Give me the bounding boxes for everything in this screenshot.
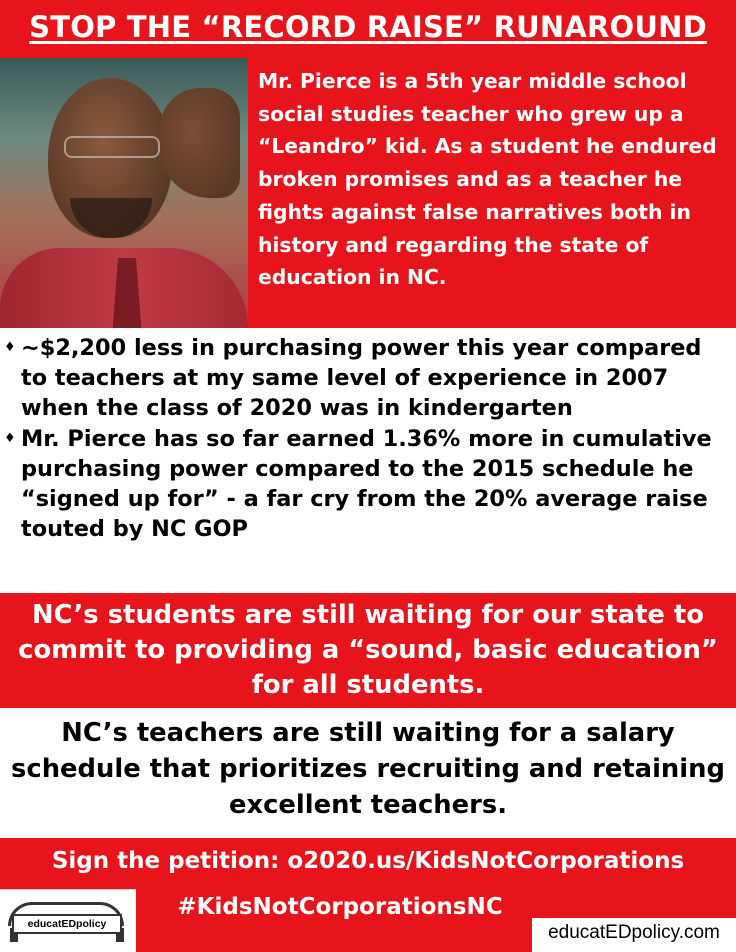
- students-statement: NC’s students are still waiting for our state to commit to providing a “sound, basic education” for all students.: [18, 600, 718, 700]
- teachers-statement: NC’s teachers are still waiting for a salary schedule that prioritizes recruiting and retaining excellent teachers.: [11, 718, 725, 820]
- bullet-text: Mr. Pierce has so far earned 1.36% more in cumulative purchasing power compared to the 2015 schedule he “signed up for” - a far cry from the 20% average raise touted by NC GOP: [21, 425, 712, 543]
- diamond-bullet-icon: ♦: [4, 340, 16, 355]
- students-statement-box: [0, 593, 736, 708]
- petition-link[interactable]: Sign the petition: o2020.us/KidsNotCorporations: [51, 848, 685, 874]
- bullet-text: ~$2,200 less in purchasing power this year compared to teachers at my same level of experience in 2007 when the class of 2020 was in kindergarten: [21, 335, 702, 422]
- diamond-bullet-icon: ♦: [4, 430, 16, 446]
- logo-wordmark: educatEDpolicy: [12, 914, 122, 934]
- bio-box: [248, 58, 736, 328]
- educatedpolicy-logo: [0, 889, 136, 952]
- title-banner: [0, 0, 736, 58]
- list-item: [4, 424, 734, 545]
- hashtag: #KidsNotCorporationsNC: [177, 894, 503, 920]
- page-title: STOP THE “RECORD RAISE” RUNAROUND: [29, 10, 707, 44]
- list-item: [4, 333, 734, 424]
- teacher-photo: [0, 58, 248, 328]
- bullet-list: [4, 333, 734, 544]
- website-url[interactable]: educatEDpolicy.com: [532, 918, 736, 952]
- bio-text: Mr. Pierce is a 5th year middle school social studies teacher who grew up a “Leandro” kid. As a student he endured broken promises and as a teacher he fights against false narratives both in history and regarding the state of education in NC.: [258, 69, 717, 290]
